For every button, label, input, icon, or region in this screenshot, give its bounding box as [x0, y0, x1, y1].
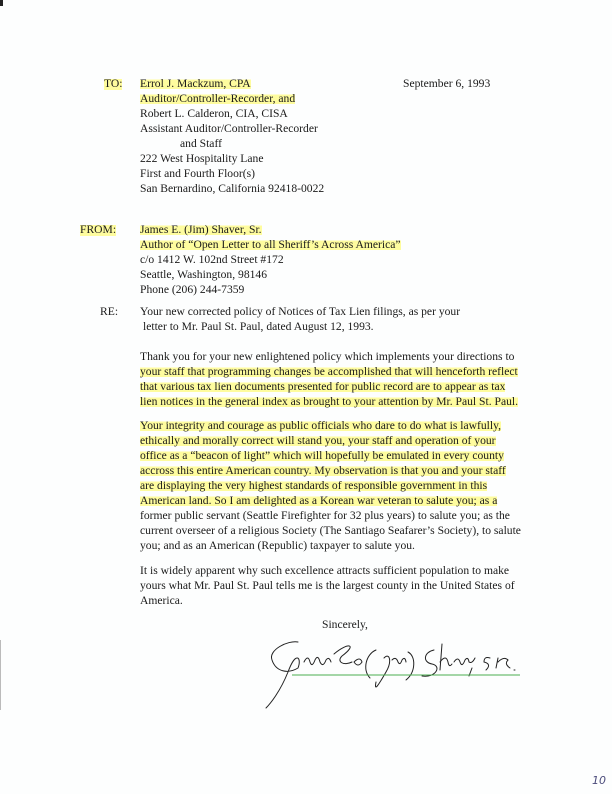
paragraph-line: former public servant (Seattle Firefighter for 32 plus years) to salute you; as the — [140, 509, 510, 522]
paragraph-line: you; and as an American (Republic) taxpayer to salute you. — [140, 539, 415, 552]
closing-salutation: Sincerely, — [322, 618, 368, 631]
recipient-city: San Bernardino, California 92418-0022 — [140, 182, 325, 195]
page-number: 10 — [592, 774, 606, 787]
paragraph-excellence — [140, 563, 515, 608]
from-label: FROM: — [80, 223, 117, 236]
paragraph-line: accross this entire American country. My observation is that you and your staff — [140, 464, 506, 477]
scan-edge-mark — [0, 640, 1, 710]
paragraph-line: your staff that programming changes be accomplished that will henceforth reflect — [140, 365, 518, 378]
sender-title: Author of “Open Letter to all Sheriff’s Across America” — [140, 238, 401, 251]
recipient-staff: and Staff — [180, 137, 222, 150]
paragraph-line: America. — [140, 594, 183, 607]
paragraph-line: American land. So I am delighted as a Korean war veteran to salute you; as a — [140, 494, 498, 507]
sender-name: James E. (Jim) Shaver, Sr. — [140, 223, 262, 236]
handwritten-signature — [258, 632, 528, 712]
paragraph-thanks — [140, 349, 518, 409]
subject-block — [140, 304, 460, 334]
paragraph-line: ethically and morally correct will stand you, your staff and operation of your — [140, 434, 496, 447]
to-label: TO: — [104, 77, 123, 90]
paragraph-line: are displaying the very highest standards of responsible government in this — [140, 479, 488, 492]
recipient-floor: First and Fourth Floor(s) — [140, 167, 255, 180]
recipient-street: 222 West Hospitality Lane — [140, 152, 264, 165]
recipient-name-2: Robert L. Calderon, CIA, CISA — [140, 107, 288, 120]
paragraph-line: yours what Mr. Paul St. Paul tells me is the largest county in the United States of — [140, 579, 515, 592]
recipient-name: Errol J. Mackzum, CPA — [140, 77, 251, 90]
sender-street: c/o 1412 W. 102nd Street #172 — [140, 253, 284, 266]
scan-corner-mark — [0, 0, 3, 6]
sender-phone: Phone (206) 244-7359 — [140, 283, 245, 296]
subject-line: letter to Mr. Paul St. Paul, dated August 12, 1993. — [143, 320, 374, 333]
sender-address-block — [140, 222, 401, 297]
subject-line: Your new corrected policy of Notices of Tax Lien filings, as per your — [140, 305, 461, 318]
paragraph-line: current overseer of a religious Society (The Santiago Seafarer’s Society), to salute — [140, 524, 521, 537]
sender-city: Seattle, Washington, 98146 — [140, 268, 268, 281]
letter-date: September 6, 1993 — [403, 77, 491, 90]
re-label: RE: — [100, 305, 119, 318]
paragraph-line: Your integrity and courage as public officials who dare to do what is lawfully, — [140, 419, 502, 432]
recipient-title: Auditor/Controller-Recorder, and — [140, 92, 296, 105]
recipient-title-2: Assistant Auditor/Controller-Recorder — [140, 122, 318, 135]
paragraph-line: lien notices in the general index as brought to your attention by Mr. Paul St. Paul. — [140, 395, 519, 408]
paragraph-line: that various tax lien documents presented for public record are to appear as tax — [140, 380, 506, 393]
paragraph-integrity — [140, 418, 521, 553]
recipient-address-block — [140, 76, 324, 196]
paragraph-line: office as a “beacon of light” which will hopefully be emulated in every county — [140, 449, 504, 462]
paragraph-line: It is widely apparent why such excellence attracts sufficient population to make — [140, 564, 510, 577]
paragraph-line: Thank you for your new enlightened policy which implements your directions to — [140, 350, 515, 363]
